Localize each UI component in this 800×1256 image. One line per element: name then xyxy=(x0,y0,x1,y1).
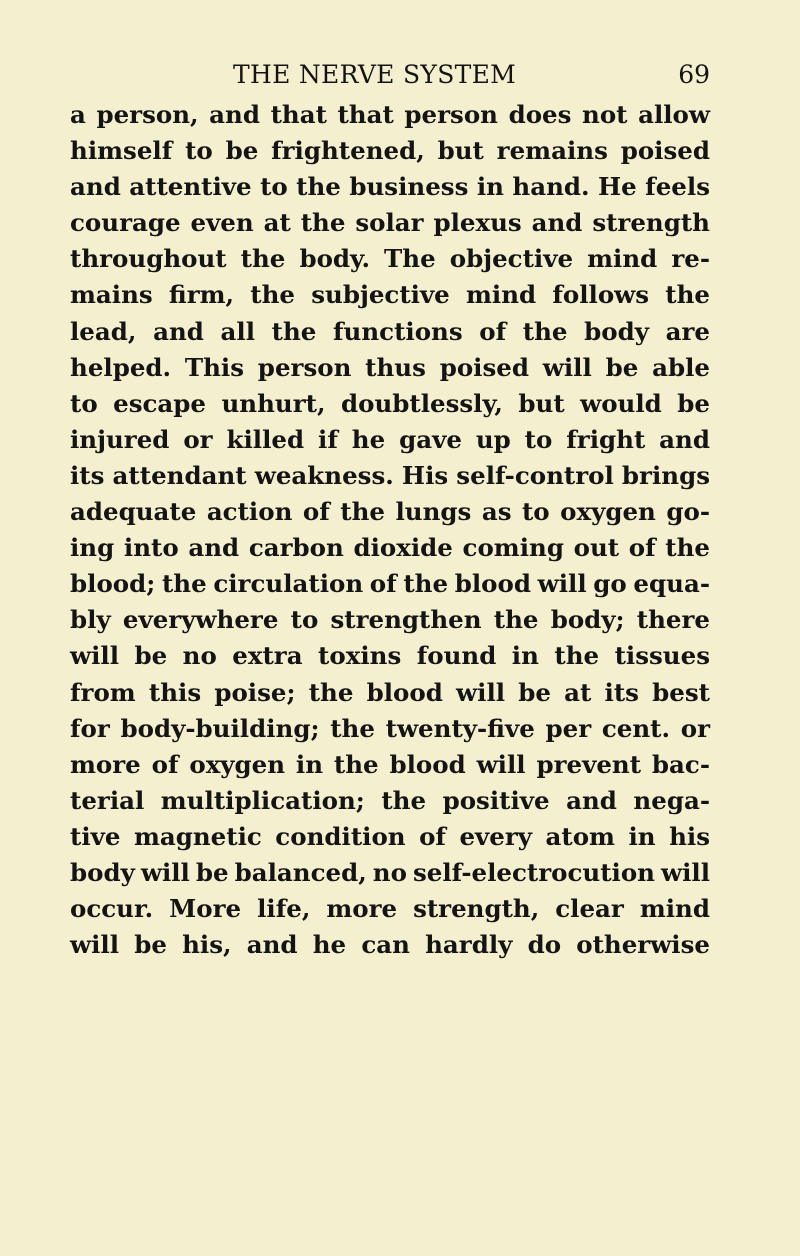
text-line: lead, and all the functions of the body are xyxy=(70,316,710,346)
text-line: more of oxygen in the blood will prevent bac- xyxy=(70,749,710,779)
running-title: THE NERVE SYSTEM xyxy=(233,60,517,89)
text-line: for body-building; the twenty-five per cent. or xyxy=(70,713,710,743)
text-line: will be no extra toxins found in the tissues xyxy=(70,641,710,671)
text-line: helped. This person thus poised will be able xyxy=(70,352,710,382)
text-line: tive magnetic condition of every atom in his xyxy=(70,821,710,851)
text-line: a person, and that that person does not allow xyxy=(70,100,710,129)
text-line: courage even at the solar plexus and strength xyxy=(70,208,710,238)
text-line: bly everywhere to strengthen the body; there xyxy=(70,605,710,635)
text-line: terial multiplication; the positive and nega- xyxy=(70,785,710,815)
page-number: 69 xyxy=(678,60,710,89)
text-line: adequate action of the lungs as to oxygen go- xyxy=(70,497,710,527)
text-line: throughout the body. The objective mind re- xyxy=(70,244,710,274)
text-line: occur. More life, more strength, clear mind xyxy=(70,894,710,924)
text-line: from this poise; the blood will be at its best xyxy=(70,677,710,707)
text-line: its attendant weakness. His self-control brings xyxy=(70,460,710,490)
text-line: blood; the circulation of the blood will go equa- xyxy=(70,569,710,599)
text-line: ing into and carbon dioxide coming out of the xyxy=(70,533,710,563)
running-head xyxy=(70,58,710,92)
text-line: and attentive to the business in hand. He feels xyxy=(70,172,710,202)
text-line: will be his, and he can hardly do otherwise xyxy=(70,930,710,960)
text-line: mains firm, the subjective mind follows the xyxy=(70,280,710,310)
text-line: injured or killed if he gave up to fright and xyxy=(70,424,710,454)
text-line: himself to be frightened, but remains poised xyxy=(70,136,710,166)
text-line: body will be balanced, no self-electrocution will xyxy=(70,857,710,887)
text-line: to escape unhurt, doubtlessly, but would be xyxy=(70,388,710,418)
body-text xyxy=(70,97,710,963)
